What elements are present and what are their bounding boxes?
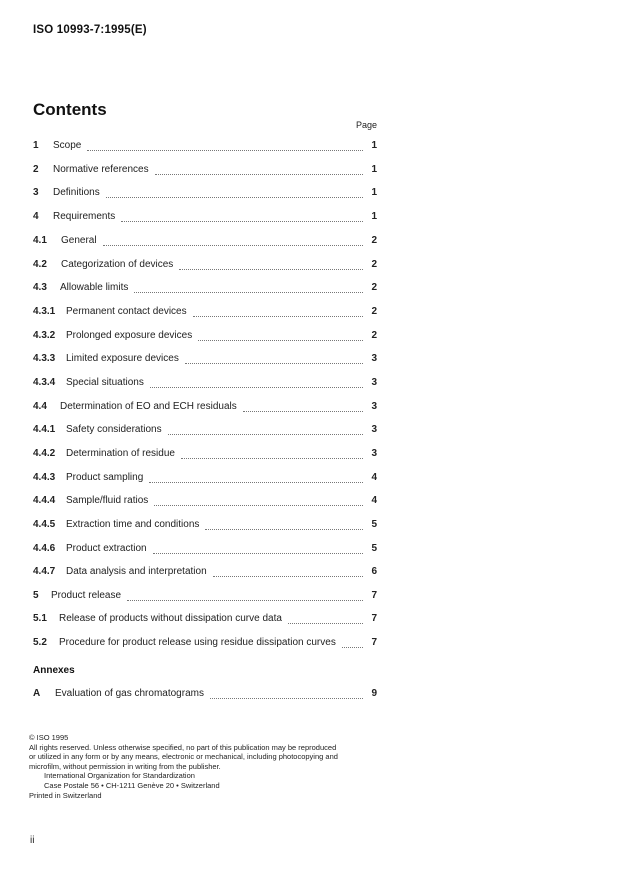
toc-entry[interactable] <box>33 235 377 249</box>
toc-entry-page: 4 <box>371 495 377 506</box>
toc-entry[interactable] <box>33 330 377 344</box>
dot-leader <box>121 220 363 222</box>
dot-leader <box>288 622 363 624</box>
toc-entry-title: Product extraction <box>66 543 147 554</box>
toc-entry[interactable] <box>33 211 377 225</box>
document-header: ISO 10993-7:1995(E) <box>33 24 147 36</box>
toc-entry[interactable] <box>33 282 377 296</box>
toc-entry[interactable] <box>33 164 377 178</box>
toc-entry-number: 4.4.3 <box>33 472 56 483</box>
toc-entry[interactable] <box>33 637 377 651</box>
toc-entry[interactable] <box>33 613 377 627</box>
toc-entry-number: 4.3 <box>33 282 47 293</box>
toc-entry-title: Determination of residue <box>66 448 175 459</box>
toc-entry-number: 4.4.6 <box>33 543 56 554</box>
toc-entry-page: 2 <box>371 235 377 246</box>
toc-entry-number: 4.4.7 <box>33 566 56 577</box>
dot-leader <box>150 386 363 388</box>
toc-entry-title: Product release <box>51 590 122 601</box>
toc-entry-page: 3 <box>371 448 377 459</box>
rights-line-3: microfilm, without permission in writing from the publisher. <box>29 761 221 771</box>
dot-leader <box>181 457 363 459</box>
toc-entry-page: 5 <box>371 543 377 554</box>
toc-entry-page: 3 <box>371 377 377 388</box>
toc-entry-title: Categorization of devices <box>61 259 174 270</box>
toc-entry-page: 1 <box>371 140 377 151</box>
toc-entry-title: General <box>61 235 97 246</box>
copyright-block <box>29 733 338 800</box>
toc-entry-title: Data analysis and interpretation <box>66 566 207 577</box>
toc-entry-number: 4.3.3 <box>33 353 56 364</box>
toc-entry-page: 2 <box>371 259 377 270</box>
toc-entry-page: 3 <box>371 424 377 435</box>
toc-entry[interactable] <box>33 566 377 580</box>
dot-leader <box>179 268 363 270</box>
dot-leader <box>243 410 363 412</box>
toc-entry-number: 5 <box>33 590 39 601</box>
dot-leader <box>134 291 363 293</box>
toc-entry[interactable] <box>33 448 377 462</box>
toc-entry-page: 6 <box>371 566 377 577</box>
toc-entry-number: 4.4.5 <box>33 519 56 530</box>
toc-entry[interactable] <box>33 424 377 438</box>
org-name: International Organization for Standardization <box>44 771 195 781</box>
toc-entry-title: Procedure for product release using residue dissipation curves <box>59 637 336 648</box>
copyright-line: © ISO 1995 <box>29 733 69 742</box>
annexes-heading: Annexes <box>33 665 75 676</box>
toc-entry-number: A <box>33 688 41 699</box>
dot-leader <box>153 552 363 554</box>
toc-entry-page: 2 <box>371 330 377 341</box>
toc-entry-number: 4.4.1 <box>33 424 56 435</box>
toc-entry[interactable] <box>33 353 377 367</box>
toc-entry-number: 5.1 <box>33 613 47 624</box>
toc-entry-title: Allowable limits <box>60 282 129 293</box>
dot-leader <box>87 149 363 151</box>
org-address: Case Postale 56 • CH-1211 Genève 20 • Switzerland <box>44 780 220 790</box>
dot-leader <box>155 173 363 175</box>
toc-entry-number: 4.1 <box>33 235 47 246</box>
toc-entry-page: 1 <box>371 211 377 222</box>
toc-entry[interactable] <box>33 688 377 702</box>
dot-leader <box>149 481 363 483</box>
toc-entry-title: Product sampling <box>66 472 144 483</box>
toc-entry-page: 7 <box>371 637 377 648</box>
dot-leader <box>168 433 363 435</box>
dot-leader <box>103 244 363 246</box>
toc-entry[interactable] <box>33 259 377 273</box>
toc-entry-page: 1 <box>371 187 377 198</box>
dot-leader <box>106 196 363 198</box>
toc-entry[interactable] <box>33 519 377 533</box>
toc-entry-title: Prolonged exposure devices <box>66 330 193 341</box>
toc-entry[interactable] <box>33 495 377 509</box>
toc-entry-number: 4.3.2 <box>33 330 56 341</box>
toc-entry[interactable] <box>33 543 377 557</box>
toc-entry-page: 7 <box>371 613 377 624</box>
dot-leader <box>205 528 363 530</box>
toc-entry-number: 2 <box>33 164 39 175</box>
toc-entry[interactable] <box>33 140 377 154</box>
toc-entry[interactable] <box>33 306 377 320</box>
dot-leader <box>193 315 363 317</box>
toc-entry[interactable] <box>33 377 377 391</box>
dot-leader <box>342 646 363 648</box>
toc-entry-number: 4.4.4 <box>33 495 56 506</box>
toc-entry-number: 4.2 <box>33 259 47 270</box>
toc-entry-title: Determination of EO and ECH residuals <box>60 401 237 412</box>
dot-leader <box>185 362 363 364</box>
rights-line-2: or utilized in any form or by any means, electronic or mechanical, including photocopying and <box>29 752 338 762</box>
dot-leader <box>127 599 363 601</box>
page-column-label: Page <box>356 120 378 130</box>
toc-entry[interactable] <box>33 187 377 201</box>
toc-entry-number: 4.3.4 <box>33 377 56 388</box>
toc-entry-page: 3 <box>371 401 377 412</box>
toc-entry-title: Requirements <box>53 211 116 222</box>
page-title: Contents <box>33 100 107 119</box>
toc-entry-number: 4 <box>33 211 39 222</box>
toc-entry-number: 1 <box>33 140 39 151</box>
toc-entry-number: 4.3.1 <box>33 306 56 317</box>
toc-entry-title: Normative references <box>53 164 149 175</box>
toc-entry-page: 9 <box>371 688 377 699</box>
toc-entry-title: Evaluation of gas chromatograms <box>55 688 204 699</box>
toc-entry-title: Permanent contact devices <box>66 306 187 317</box>
toc-entry-page: 1 <box>371 164 377 175</box>
dot-leader <box>213 575 363 577</box>
page-number: ii <box>30 835 35 846</box>
toc-entry-title: Release of products without dissipation curve data <box>59 613 282 624</box>
toc-entry-number: 5.2 <box>33 637 47 648</box>
toc-entry-title: Special situations <box>66 377 144 388</box>
toc-entry-page: 3 <box>371 353 377 364</box>
dot-leader <box>210 697 363 699</box>
toc-entry-number: 3 <box>33 187 39 198</box>
toc-entry-number: 4.4 <box>33 401 47 412</box>
toc-entry[interactable] <box>33 590 377 604</box>
toc-entry-title: Definitions <box>53 187 100 198</box>
printed-in: Printed in Switzerland <box>29 790 102 800</box>
toc-entry[interactable] <box>33 472 377 486</box>
dot-leader <box>154 504 363 506</box>
toc-entry-title: Extraction time and conditions <box>66 519 200 530</box>
rights-line-1: All rights reserved. Unless otherwise specified, no part of this publication may be reproduced <box>29 742 337 752</box>
toc-entry-title: Scope <box>53 140 82 151</box>
toc-entry-title: Sample/fluid ratios <box>66 495 149 506</box>
toc-entry-title: Limited exposure devices <box>66 353 179 364</box>
dot-leader <box>198 339 363 341</box>
toc-entry-title: Safety considerations <box>66 424 162 435</box>
toc-entry[interactable] <box>33 401 377 415</box>
toc-entry-page: 2 <box>371 306 377 317</box>
toc-entry-page: 5 <box>371 519 377 530</box>
toc-entry-number: 4.4.2 <box>33 448 56 459</box>
toc-entry-page: 4 <box>371 472 377 483</box>
toc-entry-page: 7 <box>371 590 377 601</box>
toc-entry-page: 2 <box>371 282 377 293</box>
